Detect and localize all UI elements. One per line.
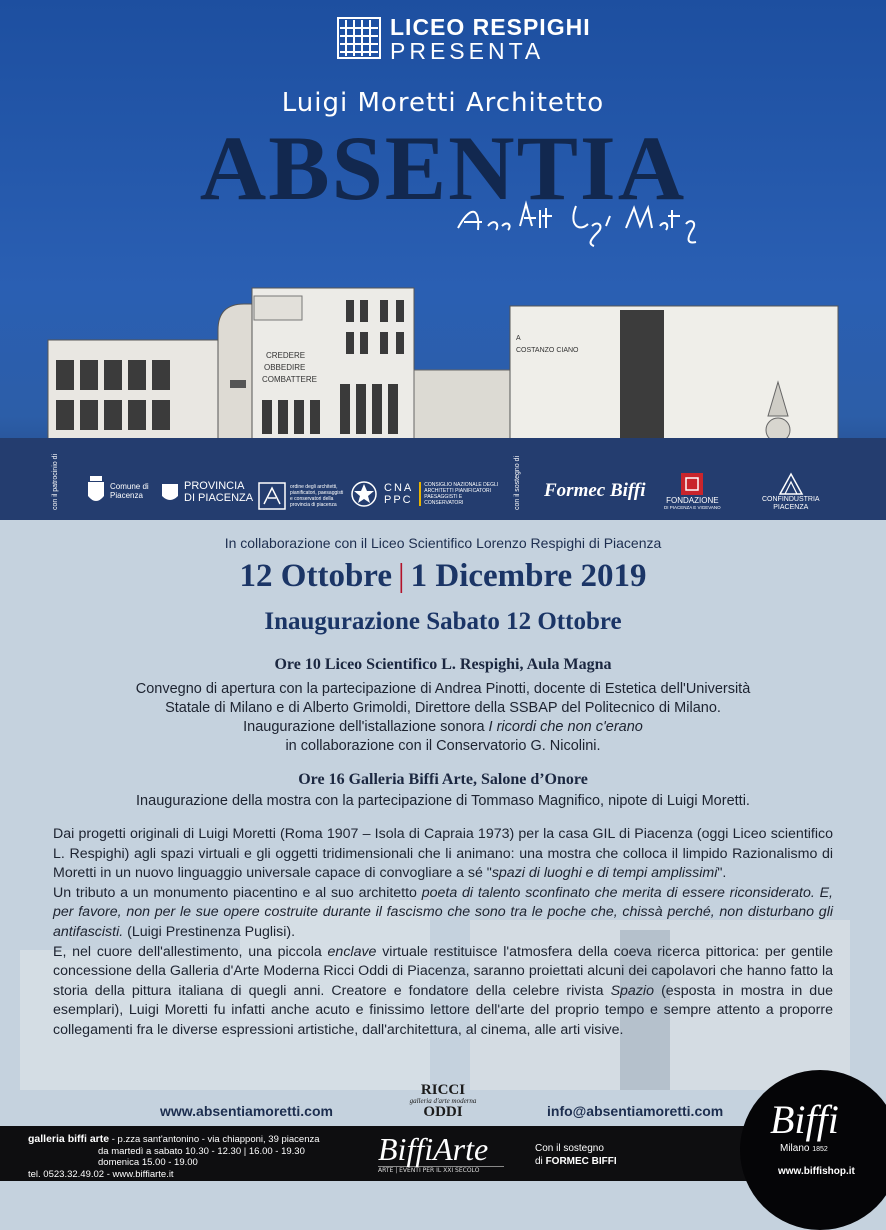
gallery-info	[28, 1134, 320, 1180]
support-note	[535, 1142, 617, 1168]
paragraph-3	[53, 943, 833, 1041]
session-2-heading: Ore 16 Galleria Biffi Arte, Salone d’Onore	[298, 771, 588, 788]
biffi-city: Milano	[780, 1143, 810, 1154]
support-line-2b: FORMEC BIFFI	[545, 1156, 617, 1167]
author-line: Luigi Moretti Architetto	[281, 88, 605, 118]
signature-icon	[450, 196, 720, 256]
p3-text-c: virtuale restituisce l'atmosfera della coeva ricerca pittorica: per gentile concessione della Galleria d'Arte Moderna Ricci Oddi di Piacenza, saranno proiettati alcuni dei capolavori che hanno fatto la storia della pittura italiana di quegli anni. Creatore e fondatore della celebre rivista	[53, 943, 833, 999]
coat-of-arms-icon	[86, 476, 106, 506]
fondazione-label-1: FONDAZIONE	[666, 496, 719, 505]
wall-inscription-1: CREDERE	[266, 351, 306, 360]
cnappc-label-1: CNA	[384, 482, 414, 494]
biffi-arte-tagline: ARTE | EVENTI PER IL XXI SECOLO	[378, 1166, 504, 1174]
support-line-2a: di	[535, 1156, 546, 1167]
paragraph-1	[53, 825, 833, 884]
side-inscription-2: COSTANZO CIANO	[516, 347, 579, 354]
brand-subtitle: PRESENTA	[390, 38, 545, 64]
biffi-shop-link[interactable]: www.biffishop.it	[778, 1166, 855, 1177]
p2-text-c: (Luigi Prestinenza Puglisi).	[123, 923, 296, 940]
description-text	[53, 825, 833, 1041]
provincia-label-1: PROVINCIA	[184, 480, 245, 492]
fondazione-icon	[680, 472, 704, 496]
ordine-label: ordine degli architetti, pianificatori, paesaggisti e conservatori della provincia di piacenza	[290, 484, 344, 508]
biffi-year: 1852	[812, 1146, 828, 1153]
wall-inscription-2: OBBEDIRE	[264, 363, 306, 372]
side-inscription-1: A	[516, 335, 521, 342]
italian-emblem-icon	[350, 480, 378, 508]
confindustria-icon	[778, 472, 804, 496]
session-1-text	[60, 680, 826, 756]
comune-piacenza-logo	[86, 476, 154, 506]
brand-name: LICEO RESPIGHI	[390, 14, 591, 40]
biffi-arte-name: BiffiArte	[378, 1131, 489, 1167]
ricci-label: RICCI	[420, 1082, 466, 1098]
date-separator: |	[398, 558, 405, 594]
collaboration-line: In collaborazione con il Liceo Scientifico Lorenzo Respighi di Piacenza	[224, 535, 662, 551]
cnappc-description: CONSIGLIO NAZIONALE DEGLI ARCHITETTI PIANIFICATORI PAESAGGISTI E CONSERVATORI	[419, 482, 502, 506]
email-link[interactable]: info@absentiamoretti.com	[547, 1103, 724, 1119]
exhibition-title: ABSENTIA	[199, 117, 687, 219]
session-1-heading: Ore 10 Liceo Scientifico L. Respighi, Aula Magna	[274, 656, 612, 673]
liceo-respighi-logo-icon	[336, 16, 382, 60]
session-1-line-2: Statale di Milano e di Alberto Grimoldi, Direttore della SSBAP del Politecnico di Milano.	[165, 700, 721, 716]
p2-text-a: Un tributo a un monumento piacentino e al suo architetto	[53, 884, 422, 901]
biffi-brand-name: Biffi	[770, 1097, 839, 1142]
ricci-oddi-logo	[392, 1083, 494, 1119]
patron-logos	[0, 453, 886, 520]
formec-label: Formec Biffi	[544, 480, 646, 501]
gallery-hours-1: da martedì a sabato 10.30 - 12.30 | 16.00 - 19.30	[98, 1145, 305, 1157]
exhibition-dates	[0, 558, 886, 595]
p3-text-b: enclave	[327, 943, 377, 960]
paragraph-2	[53, 884, 833, 943]
provincia-label-2: DI PIACENZA	[184, 492, 254, 504]
p1-text-a: Dai progetti originali di Luigi Moretti (Roma 1907 – Isola di Capraia 1973) per la casa GIL di Piacenza (oggi Liceo scientifico L. Respighi) agli spazi virtuali e gli oggetti tridimensionali che li animano: una mostra che colloca il limpido Razionalismo di Moretti in un nuovo linguaggio universale capace di convogliare a sé "	[53, 826, 833, 882]
patronage-label: con il patrocinio di	[52, 453, 59, 510]
date-end: 1 Dicembre 2019	[410, 558, 647, 594]
p1-text-c: ".	[717, 865, 727, 882]
session-1-line-3	[60, 718, 826, 737]
confindustria-label-1: CONFINDUSTRIA	[762, 496, 820, 503]
ordine-architetti-icon	[258, 482, 286, 510]
support-label: con il sostegno di	[514, 455, 521, 510]
confindustria-logo	[762, 472, 820, 512]
ricci-sub-label: galleria d'arte moderna	[409, 1097, 477, 1105]
website-link[interactable]: www.absentiamoretti.com	[160, 1103, 333, 1119]
p2-text-b: poeta di talento sconfinato che merita di essere riconsiderato. E, per favore, non per le sue opere costruite durante il fascismo che sono tra le poche che, chissà perché, non disturbano gli antifascisti.	[53, 884, 833, 940]
gallery-contact: tel. 0523.32.49.02 - www.biffiarte.it	[28, 1168, 174, 1180]
session-1-line-4: in collaborazione con il Conservatorio G. Nicolini.	[285, 738, 601, 754]
session-1-line-3a: Inaugurazione dell'istallazione sonora	[243, 719, 489, 735]
session-1-line-3b: I ricordi che non c'erano	[488, 719, 643, 735]
inauguration-heading: Inaugurazione Sabato 12 Ottobre	[264, 608, 622, 635]
biffi-arte-logo	[378, 1132, 504, 1176]
fondazione-logo	[664, 472, 721, 511]
p3-text-e: (esposta in mostra in due esemplari), Luigi Moretti fu infatti anche acuto e finissimo lettore dell'arte del proprio tempo e sempre attento a proporre collegamenti fra le diverse espressioni artistiche, dall'architettura, al cinema, alle arti visive.	[53, 982, 833, 1038]
formec-biffi-logo	[544, 480, 646, 502]
provincia-crest-icon	[160, 480, 180, 504]
support-line-1: Con il sostegno	[535, 1143, 604, 1154]
gallery-address: - p.zza sant'antonino - via chiapponi, 39 piacenza	[109, 1134, 320, 1145]
p3-text-d: Spazio	[610, 982, 654, 999]
p1-text-b: spazi di luoghi e di tempi amplissimi	[491, 865, 718, 882]
comune-label: Comune di Piacenza	[110, 482, 149, 500]
session-2-text	[40, 792, 846, 811]
fondazione-label-2: DI PIACENZA E VIGEVANO	[664, 505, 721, 510]
date-start: 12 Ottobre	[239, 558, 392, 594]
gallery-name: galleria biffi arte	[28, 1133, 110, 1145]
session-2-line-1: Inaugurazione della mostra con la partecipazione di Tommaso Magnifico, nipote di Luigi Moretti.	[136, 793, 750, 809]
p3-text-a: E, nel cuore dell'allestimento, una piccola	[53, 943, 328, 960]
session-1-line-1: Convegno di apertura con la partecipazione di Andrea Pinotti, docente di Estetica dell'Università	[135, 681, 751, 697]
provincia-piacenza-logo	[160, 480, 253, 504]
header-banner	[0, 0, 886, 520]
cnappc-logo	[350, 480, 502, 508]
confindustria-label-2: PIACENZA	[773, 504, 809, 511]
biffi-origin	[780, 1143, 828, 1154]
support-line-2	[535, 1155, 617, 1168]
wall-inscription-3: COMBATTERE	[262, 375, 317, 384]
cnappc-label-2: PPC	[384, 494, 413, 506]
ordine-architetti-logo	[258, 482, 346, 510]
gallery-hours-2: domenica 15.00 - 19.00	[98, 1157, 198, 1168]
oddi-label: ODDI	[423, 1104, 463, 1120]
